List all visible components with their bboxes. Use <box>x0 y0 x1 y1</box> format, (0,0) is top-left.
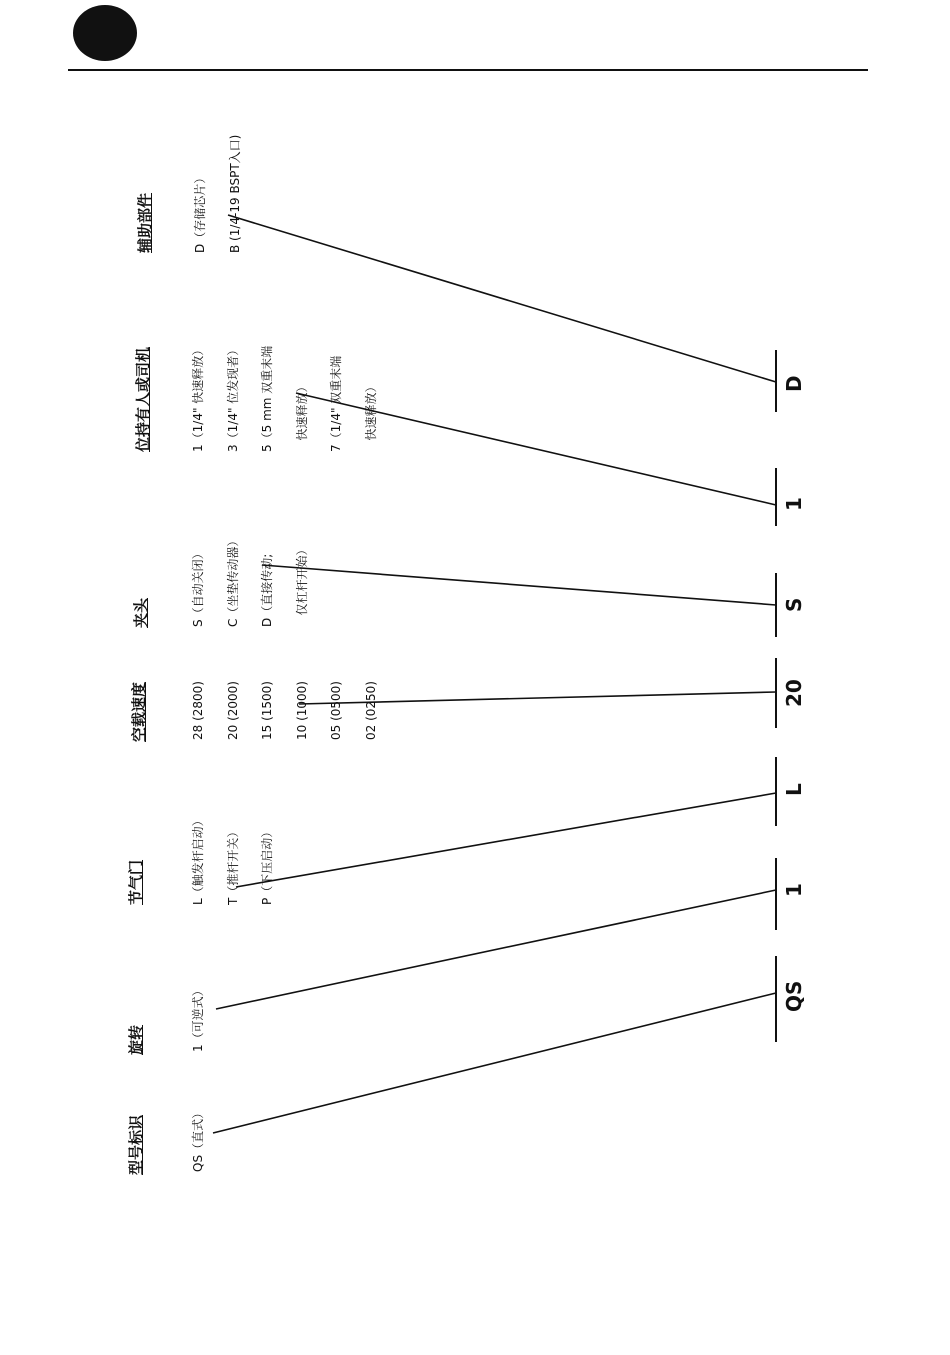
option-line: QS（直式） <box>191 1106 205 1172</box>
connector-line-holder <box>296 393 776 505</box>
connector-line-throttle <box>236 793 776 887</box>
option-line: S（自动关闭） <box>191 547 205 627</box>
option-line: 10 (1000) <box>294 681 309 740</box>
code-segment-chuck: S <box>782 597 806 612</box>
option-line: T（推杆开关） <box>225 825 240 905</box>
option-line: C（坐垫传动器） <box>225 534 240 627</box>
option-line: 快速释放） <box>363 380 378 452</box>
option-line: 15 (1500) <box>260 681 274 740</box>
option-line: 28 (2800) <box>191 681 205 740</box>
option-line: 7（1/4" 双重末端 <box>329 355 343 452</box>
code-segment-throttle: L <box>782 783 806 796</box>
code-segment-accessory: D <box>782 375 806 392</box>
option-line: 5（5 mm 双重末端 <box>260 345 274 452</box>
connector-line-speed <box>299 692 776 704</box>
option-line: L（触发杆启动） <box>191 814 205 905</box>
heading-rotation: 旋转 <box>127 1024 145 1055</box>
connector-line-accessory <box>228 215 776 382</box>
heading-model: 型号标识 <box>127 1114 145 1175</box>
connector-line-chuck <box>262 565 776 605</box>
option-line: 20 (2000) <box>225 681 240 740</box>
code-segment-holder: 1 <box>782 497 806 511</box>
option-line: P（下压启动） <box>260 825 274 905</box>
heading-speed: 空载速度 <box>130 681 148 742</box>
code-segment-rotation: 1 <box>782 883 806 897</box>
option-line: 仅杠杆开始） <box>294 543 309 627</box>
heading-throttle: 节气门 <box>127 859 145 905</box>
option-line: B (1/4-19 BSPT入口) <box>227 134 242 253</box>
code-segment-speed: 20 <box>782 679 806 707</box>
option-line: 02 (0250) <box>363 681 378 740</box>
code-segment-model: QS <box>782 980 806 1012</box>
heading-holder: 位持有人或司机 <box>134 346 152 452</box>
option-line: 快速释放） <box>294 380 309 452</box>
option-line: 3（1/4" 位发现者） <box>225 343 240 452</box>
heading-chuck: 夹头 <box>132 597 150 628</box>
option-line: D（存储芯片） <box>193 171 207 253</box>
heading-accessory: 辅助部件 <box>136 192 154 253</box>
option-line: 1（可逆式） <box>191 984 205 1052</box>
option-line: 1（1/4" 快速释放） <box>191 343 205 452</box>
option-line: D（直接传动; <box>260 553 274 627</box>
connector-line-rotation <box>216 890 776 1009</box>
option-line: 05 (0500) <box>329 681 343 740</box>
connector-line-model <box>213 993 776 1133</box>
